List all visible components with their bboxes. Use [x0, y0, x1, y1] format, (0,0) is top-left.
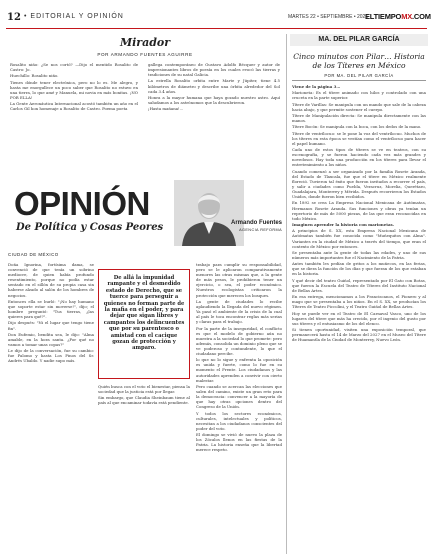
paragraph: Títere de Varillas: Se manipula con un mando que sale de la cabeza hacia abajo, y que permite sostener el cuerpo.: [292, 101, 426, 112]
paragraph: A principios de S. XX, esta Empresa Nacional Mexicana de Autómatas también fue conocida como "Muñequitos con Alma". Variantes en la ciudad de México a través del tiempo, que eran el contexto de México por entonces.: [292, 228, 426, 249]
mirador-byline: POR ARMANDO FUENTES AGUIRRE: [97, 52, 193, 57]
paragraph: La gente de ciudades lo recibe aplaudiendo la llegada del nuevo régimen. Ya pasó el ambiente de la crisis de la cual al país le toca encontrar reglas más serias y claras para el trabajo.: [196, 298, 282, 325]
paragraph: Y qué decir del teatro Guiñol, representado por El Gato con Botas, que fueron la Escuela del Teatro de Títeres del Instituto Nacional de Bellas Artes.: [292, 277, 426, 293]
paragraph: Doña Ignorina, fortísima dama, se convenció de que tenía un sobrino mediocre, de quien había profundo resentimiento, porque no podía estar sentado en el sillón de su propia casa sin haberse alzado al salón de los hombres de negocios.: [8, 262, 94, 298]
paragraph: Títere de Manipulación directa: Se manipula directamente con las manos.: [292, 113, 426, 124]
right-column-body: [292, 84, 426, 554]
column-divider: [286, 34, 287, 554]
paragraph: Hoy se puede ver en el Teatro de El Carnaval Vasco, uno de los lugares del títere que más ha crecido, por el ingenio del gusto por sus títeres y el entusiasmo de los del elenco.: [292, 310, 426, 326]
paragraph: lo que no lo sigue y enfrenta la oposición es unida y fuerte, como lo fue en su momento el Frente. Los ciudadanos y las autoridades aprenden a convivir con cierto malestar.: [196, 357, 282, 383]
paragraph: ¡Hasta mañana!...: [148, 106, 184, 112]
page-number: 12: [7, 12, 21, 23]
paragraph: En esa entrega, mencionamos a los Franciscanos, el Pionero y al mago que se presentaba a los niños. En el S. XX, se producían los Títeres de Teatro Piccolini, y el Teatro Guiñol de Bellas Artes.: [292, 294, 426, 310]
paragraph: gallega contemporáneo de Gustavo Adolfo Bécquer y autor de impresionantes libros de poesía en los cuales evocó las tierras y tradiciones de su natal Galicia.: [148, 62, 280, 78]
paragraph: Cuando comenzó a ser organizado por la familia Rosete Aranda, del Estado de Tlaxcala, fue que el títere en México realmente floreció. Tuvieron tal éxito que fueron invitados a recorrer el país, y salir a ciudades como Puebla, Veracruz, Morelia, Querétaro, Guadalajara, Monterrey y Mérida. Después recorrieron los Estados Unidos, donde fueron bien recibidos.: [292, 168, 426, 200]
paragraph: Marioneta: Es el títere animado con hilos y controlado con una cruceta en la parte superior.: [292, 90, 426, 101]
paragraph: Rosalito niño: ¿Se nos cortó? —Dijo el mentido Rosalito de Castro: Jo.: [10, 62, 138, 73]
paragraph: Huechillo: Rosalito niño.: [10, 73, 59, 79]
pull-quote: De allá la impunidad rampante y el desmedido estado de Derecho, que se tuerce para perseguir a quienes no forman parte de la mafia en el poder, y para dejar que sigan libres y campantes los delincuentes que por su parentesco o amistad con el cacique gozan de protección y amparo.: [98, 269, 190, 379]
paragraph: Por la parte de la inseguridad, el conflicto es que el modelo de gobierno aún no muestra a la sociedad lo que promete: pero además, consolida un dominio pleno que se ve poderoso y contundente, lo que el ciudadano percibe.: [196, 325, 282, 356]
author-photo: [174, 180, 244, 246]
paragraph: El domingo se vivió de nuevo la plaza de los Zócalos llenos en las fiestas de la Patria. La historia enseña que la libertad merece respeto.: [196, 432, 282, 453]
paragraph: Imaginen aprender la historia con marionetas.: [292, 222, 395, 228]
paragraph: Títere Bocón: Se manipula con la boca, con los dedos de la mano.: [292, 124, 422, 130]
brand-main: ELTIEMPO: [365, 12, 402, 21]
brand-accent: MX: [401, 12, 413, 21]
issue-date: MARTES 22 • SEPTIEMBRE • 2026: [288, 14, 369, 20]
right-column-rule: [292, 80, 426, 81]
paragraph: Tienes dónde tener electrónica, pero no lo es. Me alegro, y hasta me enorgullece un poco saber que Rosalito no estuvo en una tierra, lo que amé y Manuela, mi novia en más bonitas. ¡NO POR ELLA!: [10, 79, 138, 100]
opinion-banner: [6, 180, 284, 246]
dateline: CIUDAD DE MÉXICO: [8, 252, 59, 257]
paragraph: Entonces ella se burló: "¡No hay humano que soporte estar sin moverse!", dijo; el hombre preguntó: "Tus tierras, ¿las quieres para qué?".: [8, 298, 94, 320]
mirador-title: Mirador: [119, 36, 171, 49]
author-portrait-icon: [174, 180, 244, 246]
paragraph: Y todos los sectores económicos, culturales, intelectuales y políticos, necesitan a los ciudadanos conscientes del poder del voto.: [196, 410, 282, 431]
brand-logo: [365, 12, 431, 21]
opinion-heading: OPINIÓN: [14, 185, 150, 222]
paragraph: Dijo después: "Ni el lugar que tengo tiene fin".: [8, 320, 94, 331]
paragraph: Honra a la mayor humana que haya gozado nuestro astro. Aquí saludamos a los astrónomos que la descubrieron.: [148, 94, 280, 106]
paragraph: Viene de la página 3…: [292, 84, 341, 89]
paragraph: Títere de ventrílocuo: se le pone la voz del ventrílocuo. Muchos de los títeres en esta época se vestían como el ventrílocuo para hacer el papel humano.: [292, 130, 426, 146]
right-column-byline: POR MA. DEL PILAR GARCÍA: [324, 73, 394, 78]
paragraph: Sin embargo, que Claudia Sheinbaum tiene al país al que encaminar todavía está pendiente.: [98, 395, 190, 406]
paragraph: trabajo para cumplir su responsabilidad, pero se le aplicaron comparativamente menores las otras mismas que, a la gente de más pesos, le prohibieron tener un ejercicio, o sea, el poder económico. Nuestros ecologistas criticaron la protección que merecen los bosques.: [196, 262, 282, 298]
author-name: Armando Fuentes: [230, 220, 282, 226]
paragraph: Quién busca con el voto el bienestar, piensa la sociedad que la justicia está por llegar.: [98, 384, 190, 395]
opinion-column-1: [8, 262, 94, 552]
section-label: • EDITORIAL Y OPINIÓN: [24, 13, 124, 20]
header-divider: [6, 28, 427, 29]
paragraph: Le dijo de la conversación, fue su cambio: fue Palomo y hasta Los Pinos del Sr. Andrés Ubaldo. Y nadie supo más.: [8, 348, 94, 364]
opinion-column-2: [196, 262, 282, 552]
paragraph: Cada uno de estos tipos de títeres se ve en teatros, con su escenografía, y se fueron haciendo cada vez más grandes y novedosos. Hay toda una producción en los títeres para llevar el entretenimiento a los niños.: [292, 147, 426, 168]
brand-suffix: .COM: [412, 12, 431, 21]
agency-credit: AGENCIA REFORMA: [239, 228, 282, 232]
right-column-author-tag: MA. DEL PILAR GARCÍA: [290, 34, 428, 46]
paragraph: La estrella Rosalito orbita entre Marte y Júpiter, tiene 4.5 kilómetros de diámetro y describe una órbita alrededor del Sol cada 3.4 años.: [148, 78, 280, 94]
mirador-column-2: [148, 62, 280, 174]
right-column-title: Cinco minutos con Pilar… Historia de los Títeres en México: [293, 52, 425, 70]
paragraph: Don Eufemio, bendita sea, le dijo: "Alma amable, en la hora santa. ¿Por qué no vamos a tomar unas copas?": [8, 331, 94, 347]
paragraph: Antes también les pedían de gritos a los muñecos, en las ferias, que se diera la función de los días y que fueran de los que estaban en la historia.: [292, 261, 426, 277]
paragraph: Se presentaba ante la gente de todas las edades, y uno de sus números más importantes fue el Nacimiento de la Patria.: [292, 249, 426, 260]
paragraph: Pero cuando se acercan las elecciones que salen del camino, existe un gran reto para la democracia: convencer a la mayoría de que hay otras opciones dentro del Congreso de la Unión.: [196, 383, 282, 410]
page-header: [0, 0, 433, 30]
paragraph: Si tienen oportunidad, visiten una exposición temporal, que permanecerá hasta el 14 de Marzo del 2027 en el Museo del Títere de Huamantla de la Ciudad de Monterrey, Nuevo León.: [292, 327, 426, 343]
paragraph: La Gente Aeronáutica Internacional acostó también un año en el Carlos Gil hon homenaje a Rosalito de Castro. Poema poeta: [10, 101, 138, 112]
mirador-column-1: [10, 62, 138, 174]
paragraph: En 1892 se crea La Empresa Nacional Mexicana de Autómatas, Hermanos Rosete Aranda. Sus funciones y obras ya tenían un repertorio de más de 5000 piezas, de las que eran reconocidas en todo México.: [292, 200, 426, 221]
column-subtitle: De Política y Cosas Peores: [16, 222, 164, 233]
opinion-column-1b: [98, 384, 190, 552]
